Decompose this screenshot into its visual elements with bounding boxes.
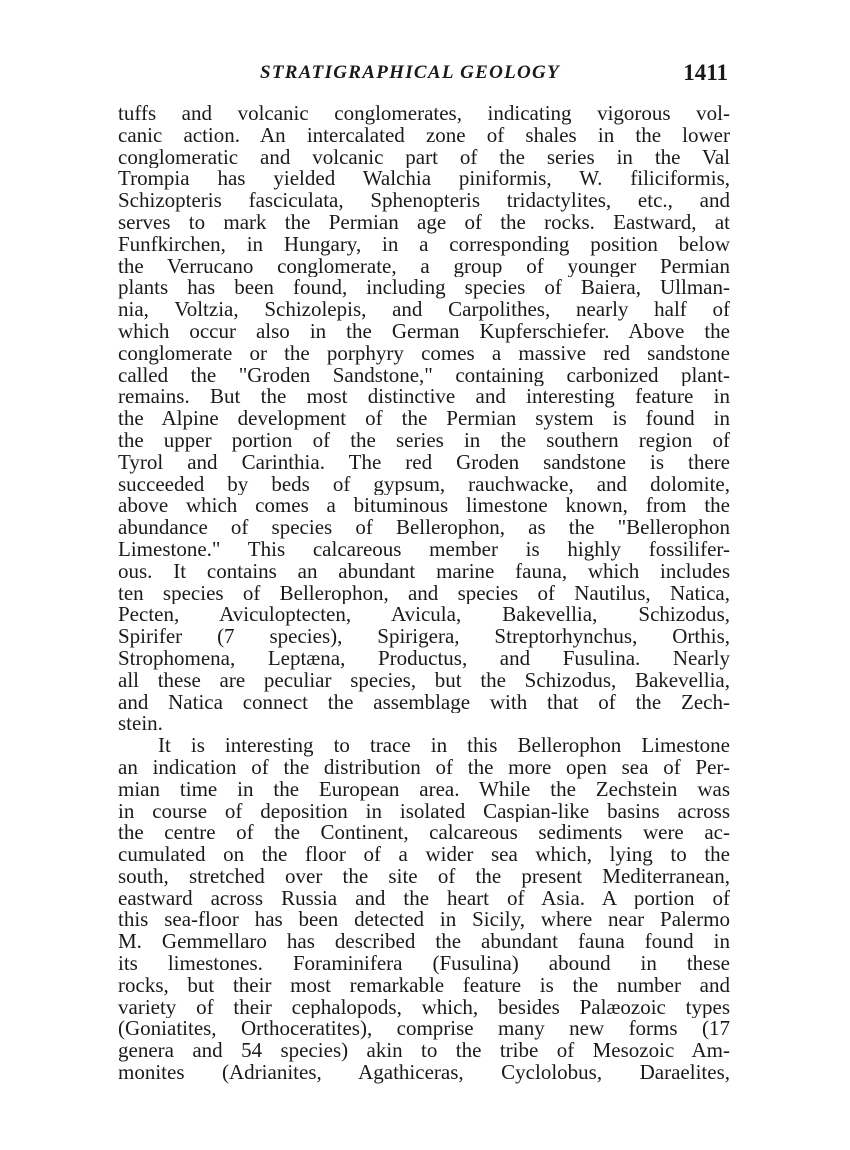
text-line: genera and 54 species) akin to the tribe of Mesozoic Am-: [118, 1040, 730, 1063]
paragraph-end-line: stein.: [118, 713, 163, 736]
running-title: STRATIGRAPHICAL GEOLOGY: [260, 62, 560, 83]
text-line: M. Gemmellaro has described the abundant fauna found in: [118, 931, 730, 954]
text-line: abundance of species of Bellerophon, as the "Bellerophon: [118, 517, 730, 539]
text-line: eastward across Russia and the heart of Asia. A portion of: [118, 887, 730, 910]
text-line: and Natica connect the assemblage with that of the Zech-: [118, 691, 730, 714]
paragraph-start-line: It is interesting to trace in this Bellerophon Limestone: [158, 735, 730, 757]
text-line: plants has been found, including species of Baiera, Ullman-: [118, 277, 730, 300]
text-line: cumulated on the floor of a wider sea which, lying to the: [118, 844, 730, 866]
text-line: Pecten, Aviculoptecten, Avicula, Bakevellia, Schizodus,: [118, 604, 730, 627]
text-line: in course of deposition in isolated Caspian-like basins across: [118, 800, 730, 823]
text-line: the Alpine development of the Permian system is found in: [118, 408, 730, 430]
text-line: rocks, but their most remarkable feature is the number and: [118, 974, 730, 997]
text-line: mian time in the European area. While the Zechstein was: [118, 778, 730, 801]
text-line: south, stretched over the site of the present Mediterranean,: [118, 865, 730, 888]
text-line: the upper portion of the series in the southern region of: [118, 429, 730, 452]
text-line: Schizopteris fasciculata, Sphenopteris tridactylites, etc., and: [118, 190, 730, 212]
text-line: tuffs and volcanic conglomerates, indicating vigorous vol-: [118, 103, 730, 125]
text-line: Trompia has yielded Walchia piniformis, W. filiciformis,: [118, 168, 730, 191]
text-line: ten species of Bellerophon, and species of Nautilus, Natica,: [118, 582, 730, 605]
text-line: (Goniatites, Orthoceratites), comprise many new forms (17: [118, 1018, 730, 1041]
text-line: its limestones. Foraminifera (Fusulina) abound in these: [118, 953, 730, 975]
text-line: succeeded by beds of gypsum, rauchwacke, and dolomite,: [118, 473, 730, 496]
text-line: serves to mark the Permian age of the rocks. Eastward, at: [118, 211, 730, 234]
text-line: called the "Groden Sandstone," containing carbonized plant-: [118, 364, 730, 387]
text-line: the Verrucano conglomerate, a group of younger Permian: [118, 255, 730, 278]
text-line: this sea-floor has been detected in Sicily, where near Palermo: [118, 909, 730, 932]
text-line: Strophomena, Leptæna, Productus, and Fusulina. Nearly: [118, 647, 730, 670]
running-head: [118, 62, 730, 92]
text-line: all these are peculiar species, but the Schizodus, Bakevellia,: [118, 669, 730, 692]
text-line: the centre of the Continent, calcareous sediments were ac-: [118, 822, 730, 845]
text-line: canic action. An intercalated zone of shales in the lower: [118, 124, 730, 147]
text-line: Tyrol and Carinthia. The red Groden sandstone is there: [118, 451, 730, 474]
text-line: Limestone." This calcareous member is highly fossilifer-: [118, 538, 730, 561]
text-line: Funfkirchen, in Hungary, in a corresponding position below: [118, 233, 730, 256]
text-line: remains. But the most distinctive and interesting feature in: [118, 386, 730, 409]
page-number: 1411: [683, 60, 728, 85]
text-line: nia, Voltzia, Schizolepis, and Carpolithes, nearly half of: [118, 299, 730, 321]
text-line: Spirifer (7 species), Spirigera, Streptorhynchus, Orthis,: [118, 626, 730, 648]
text-line: above which comes a bituminous limestone known, from the: [118, 495, 730, 518]
text-line: conglomerate or the porphyry comes a massive red sandstone: [118, 342, 730, 365]
body-text: [118, 103, 730, 1084]
text-line: which occur also in the German Kupferschiefer. Above the: [118, 320, 730, 343]
text-line: conglomeratic and volcanic part of the series in the Val: [118, 146, 730, 169]
text-line: monites (Adrianites, Agathiceras, Cyclolobus, Daraelites,: [118, 1062, 730, 1084]
text-line: an indication of the distribution of the more open sea of Per-: [118, 756, 730, 779]
text-line: variety of their cephalopods, which, besides Palæozoic types: [118, 996, 730, 1019]
text-line: ous. It contains an abundant marine fauna, which includes: [118, 560, 730, 583]
